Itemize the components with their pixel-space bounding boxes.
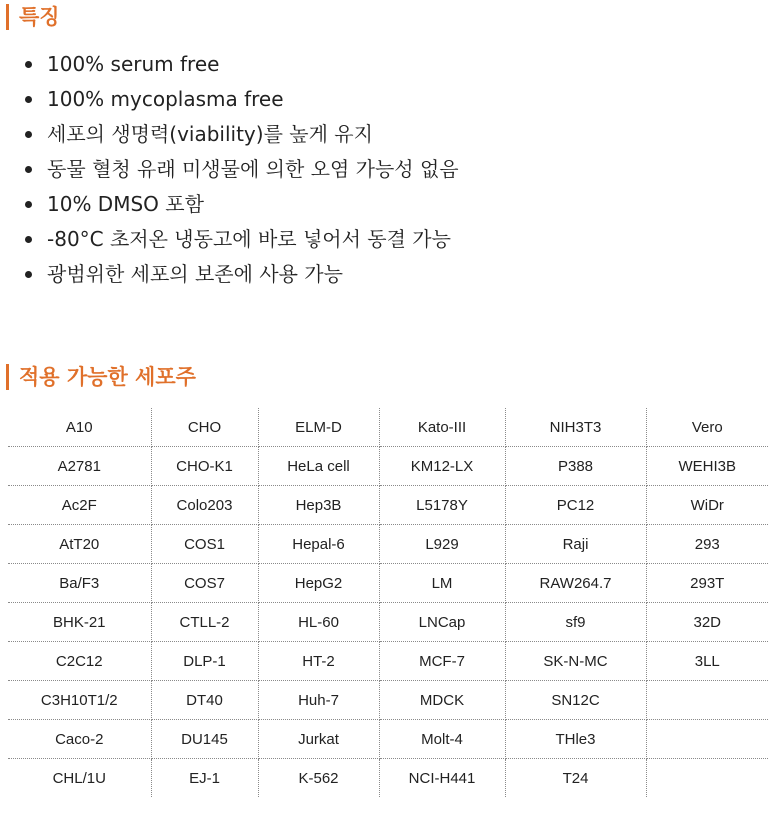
feature-item: 10% DMSO 포함 xyxy=(0,187,459,222)
cell-line-name: HepG2 xyxy=(258,564,379,603)
cell-line-name: Kato-III xyxy=(379,408,505,447)
cell-line-name: Ba/F3 xyxy=(8,564,151,603)
cell-line-name: Hepal-6 xyxy=(258,525,379,564)
cell-line-name: HeLa cell xyxy=(258,447,379,486)
cell-line-name xyxy=(646,759,768,798)
cell-line-name: ELM-D xyxy=(258,408,379,447)
cell-line-name: DT40 xyxy=(151,681,258,720)
cell-line-name: CHO-K1 xyxy=(151,447,258,486)
cell-line-name: Huh-7 xyxy=(258,681,379,720)
cell-line-name: K-562 xyxy=(258,759,379,798)
cell-line-name: P388 xyxy=(505,447,646,486)
cell-line-name xyxy=(646,720,768,759)
cell-line-name: COS1 xyxy=(151,525,258,564)
cell-line-name: Colo203 xyxy=(151,486,258,525)
cell-line-name: PC12 xyxy=(505,486,646,525)
table-row xyxy=(8,525,768,564)
feature-item: 100% serum free xyxy=(0,47,459,82)
cell-lines-table xyxy=(8,408,768,797)
cell-line-name: Ac2F xyxy=(8,486,151,525)
feature-item: 광범위한 세포의 보존에 사용 가능 xyxy=(0,257,459,292)
cell-line-name: Vero xyxy=(646,408,768,447)
table-row xyxy=(8,408,768,447)
feature-item: 동물 혈청 유래 미생물에 의한 오염 가능성 없음 xyxy=(0,152,459,187)
cell-line-name: 32D xyxy=(646,603,768,642)
features-heading: 특징 xyxy=(6,4,60,30)
cell-line-name: Molt-4 xyxy=(379,720,505,759)
cell-line-name: Jurkat xyxy=(258,720,379,759)
cell-line-name: WiDr xyxy=(646,486,768,525)
cell-line-name: BHK-21 xyxy=(8,603,151,642)
features-list xyxy=(0,47,459,292)
cell-line-name: DLP-1 xyxy=(151,642,258,681)
cell-line-name: C2C12 xyxy=(8,642,151,681)
cell-line-name: THle3 xyxy=(505,720,646,759)
cell-line-name: T24 xyxy=(505,759,646,798)
table-row xyxy=(8,759,768,798)
cell-line-name: COS7 xyxy=(151,564,258,603)
cell-line-name: 293 xyxy=(646,525,768,564)
cell-line-name: MDCK xyxy=(379,681,505,720)
cell-lines-table-body xyxy=(8,408,768,797)
cell-line-name: CTLL-2 xyxy=(151,603,258,642)
cell-line-name: AtT20 xyxy=(8,525,151,564)
table-row xyxy=(8,603,768,642)
cell-line-name: RAW264.7 xyxy=(505,564,646,603)
cell-line-name: LNCap xyxy=(379,603,505,642)
cell-line-name: SK-N-MC xyxy=(505,642,646,681)
cell-line-name: NIH3T3 xyxy=(505,408,646,447)
cell-line-name: sf9 xyxy=(505,603,646,642)
table-row xyxy=(8,486,768,525)
table-row xyxy=(8,720,768,759)
cell-line-name: CHO xyxy=(151,408,258,447)
cell-line-name: C3H10T1/2 xyxy=(8,681,151,720)
cell-line-name: HL-60 xyxy=(258,603,379,642)
cell-line-name xyxy=(646,681,768,720)
feature-item: -80°C 초저온 냉동고에 바로 넣어서 동결 가능 xyxy=(0,222,459,257)
cell-line-name: A10 xyxy=(8,408,151,447)
cell-line-name: LM xyxy=(379,564,505,603)
cell-line-name: Hep3B xyxy=(258,486,379,525)
cell-line-name: SN12C xyxy=(505,681,646,720)
cell-line-name: MCF-7 xyxy=(379,642,505,681)
cell-line-name: KM12-LX xyxy=(379,447,505,486)
cell-line-name: DU145 xyxy=(151,720,258,759)
table-row xyxy=(8,681,768,720)
cell-line-name: Caco-2 xyxy=(8,720,151,759)
cell-line-name: Raji xyxy=(505,525,646,564)
cell-line-name: L5178Y xyxy=(379,486,505,525)
cell-line-name: L929 xyxy=(379,525,505,564)
cell-line-name: A2781 xyxy=(8,447,151,486)
cell-line-name: EJ-1 xyxy=(151,759,258,798)
cell-line-name: NCI-H441 xyxy=(379,759,505,798)
table-row xyxy=(8,447,768,486)
table-row xyxy=(8,642,768,681)
cell-line-name: 293T xyxy=(646,564,768,603)
feature-item: 100% mycoplasma free xyxy=(0,82,459,117)
cell-line-name: WEHI3B xyxy=(646,447,768,486)
cell-line-name: CHL/1U xyxy=(8,759,151,798)
feature-item: 세포의 생명력(viability)를 높게 유지 xyxy=(0,117,459,152)
cell-lines-heading: 적용 가능한 세포주 xyxy=(6,364,196,390)
cell-line-name: HT-2 xyxy=(258,642,379,681)
cell-line-name: 3LL xyxy=(646,642,768,681)
table-row xyxy=(8,564,768,603)
